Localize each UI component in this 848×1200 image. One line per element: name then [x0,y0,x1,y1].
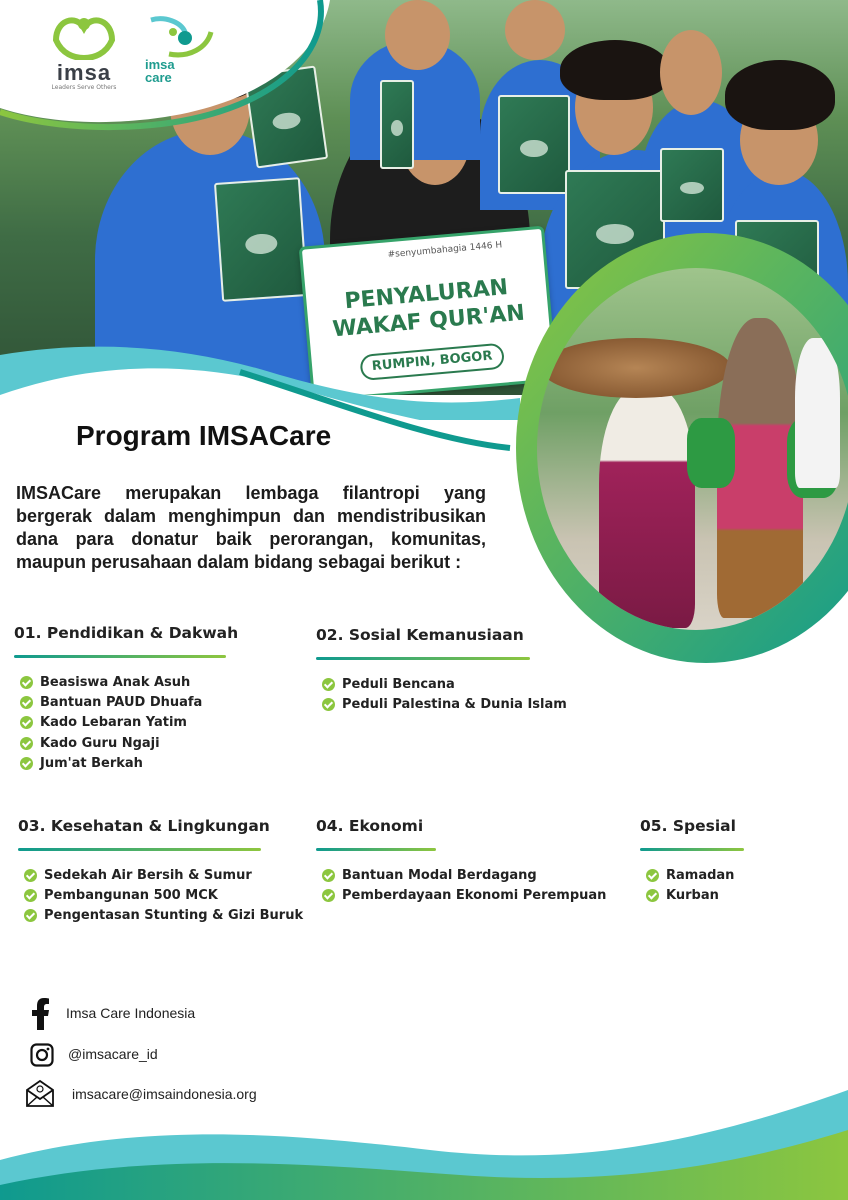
section-underline [640,848,744,851]
check-icon [20,737,33,750]
check-icon [322,698,335,711]
imsa-logo-tagline: Leaders Serve Others [51,84,117,91]
imsa-care-logo-word: imsa care [145,57,175,85]
section-title: 05. Spesial [640,817,736,835]
section-ekonomi [316,817,606,906]
check-icon [646,889,659,902]
list-item: Peduli Bencana [322,674,567,694]
list-item: Bantuan Modal Berdagang [322,865,606,885]
facebook-link[interactable]: Imsa Care Indonesia [66,1005,196,1021]
check-icon [20,696,33,709]
list-item: Pemberdayaan Ekonomi Perempuan [322,885,606,905]
woman-with-hat [599,388,695,628]
section-title: 04. Ekonomi [316,817,424,835]
sign-title: PENYALURAN WAKAF QUR'AN [331,274,526,343]
list-item: Kado Lebaran Yatim [20,713,238,733]
instagram-icon[interactable] [30,1043,54,1067]
list-item: Pengentasan Stunting & Gizi Buruk [24,906,303,926]
list-item: Sedekah Air Bersih & Sumur [24,865,303,885]
check-icon [20,757,33,770]
section-title: 02. Sosial Kemanusiaan [316,626,524,644]
email-link[interactable]: imsacare@imsaindonesia.org [72,1086,257,1102]
instagram-link[interactable]: @imsacare_id [68,1046,158,1062]
circle-photo [537,268,848,630]
imsa-logo [46,10,122,92]
list-item: Ramadan [646,865,744,885]
section-spesial [640,817,744,906]
list-item: Pembangunan 500 MCK [24,885,303,905]
imsa-logo-word: imsa [56,60,112,85]
section-sosial [316,626,567,715]
check-icon [20,676,33,689]
section-underline [18,848,261,851]
check-icon [20,716,33,729]
sign-location: RUMPIN, BOGOR [359,343,505,381]
list-item: Peduli Palestina & Dunia Islam [322,694,567,714]
list-item: Kado Guru Ngaji [20,733,238,753]
page-title: Program IMSACare [76,420,332,451]
facebook-icon[interactable] [32,998,50,1030]
sign-tagline: #senyumbahagia 1446 H [387,240,503,261]
section-pendidikan [14,624,238,774]
check-icon [24,909,37,922]
check-icon [322,889,335,902]
list-item: Bantuan PAUD Dhuafa [20,692,238,712]
list-item: Jum'at Berkah [20,754,238,774]
check-icon [646,869,659,882]
intro-paragraph: IMSACare merupakan lembaga filantropi yang bergerak dalam menghimpun dan mendistribusikan dana para donatur baik perorangan, komunitas, maupun perusahaan dalam bidang sebagai berikut : [16,483,486,572]
check-icon [24,869,37,882]
section-title: 03. Kesehatan & Lingkungan [18,817,270,835]
list-item: Beasiswa Anak Asuh [20,672,238,692]
section-underline [316,848,436,851]
section-underline [316,657,530,660]
email-icon[interactable] [25,1078,55,1108]
imsa-care-logo [145,14,217,84]
check-icon [24,889,37,902]
section-underline [14,655,226,658]
check-icon [322,869,335,882]
section-kesehatan [18,817,303,926]
section-title: 01. Pendidikan & Dakwah [14,624,239,642]
list-item: Kurban [646,885,744,905]
check-icon [322,678,335,691]
